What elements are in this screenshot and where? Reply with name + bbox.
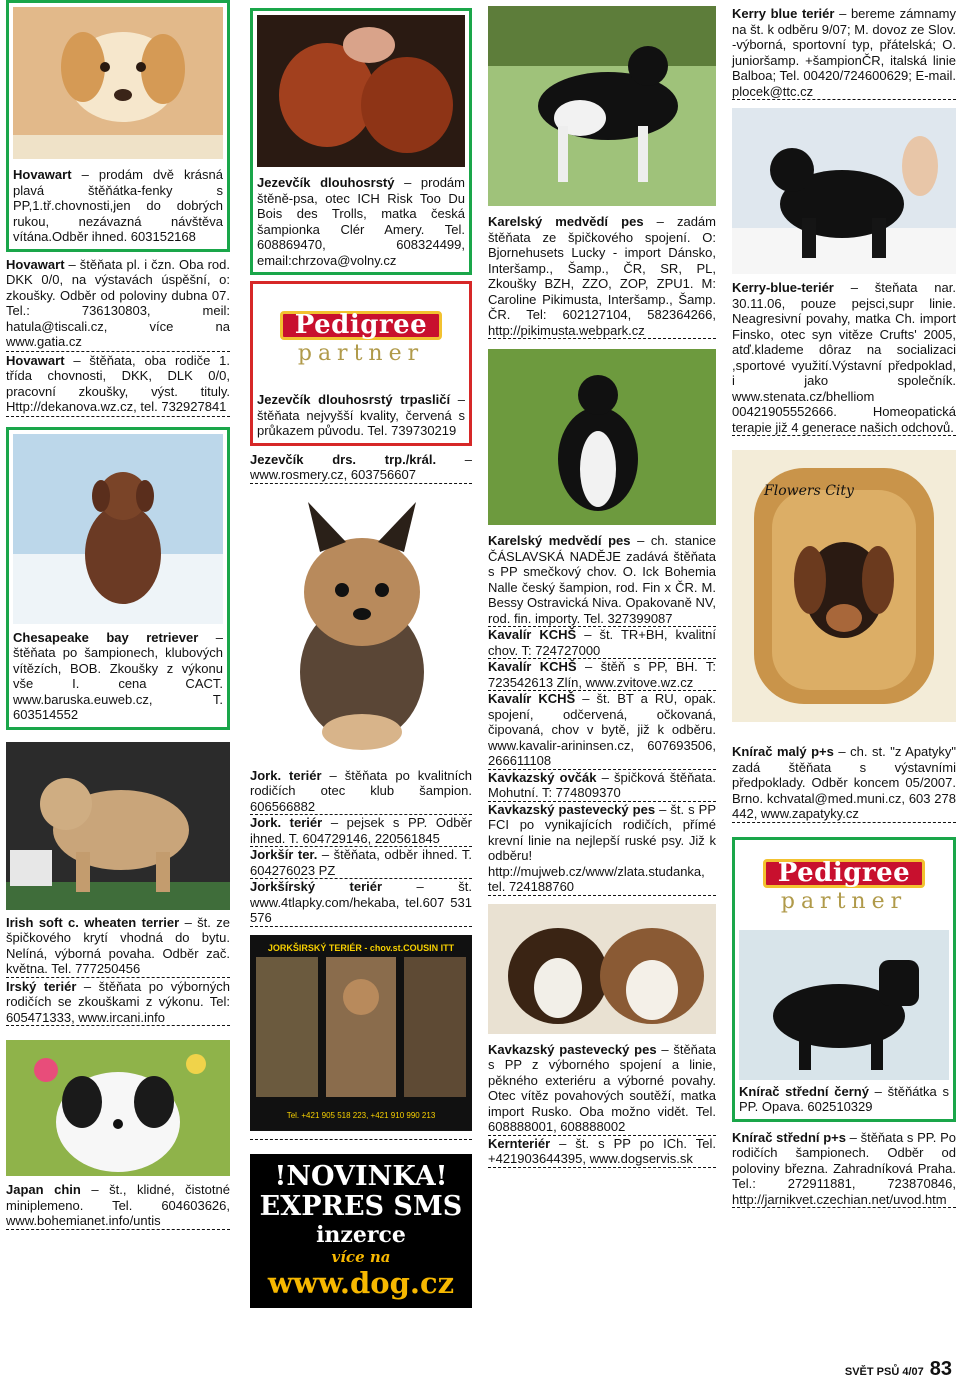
japan-chin-photo [6, 1040, 230, 1176]
cavalier-chair-photo [732, 450, 956, 722]
ad-box-pedigree-jezevcik [250, 281, 472, 446]
ad-kavalir-1: Kavalír KCHŠ – št. TR+BH, kvalitní chov. T: 724727000 [488, 627, 716, 658]
magazine-name: SVĚT PSŮ 4/07 [844, 1366, 924, 1378]
ad-kernterier: Kernteriér – št. s PP po ICh. Tel. +421903644395, www.dogservis.sk [488, 1135, 716, 1166]
column-1 [6, 0, 230, 1230]
column-3 [488, 0, 716, 1168]
ad-kavkazsky-3: Kavkazský pastevecký pes – štěňata s PP z výborného spojení a linie, pěkného exteriéru a výborné povahy. Otec vítěz povahových soutěží, matka import Rusko. Oba možno vidět. Tel. 608888001, 608888002 [488, 1041, 716, 1134]
hovawart-puppy-photo [13, 7, 223, 159]
page-footer [844, 1358, 952, 1380]
karelian-bear-dog-photo-1 [488, 6, 716, 206]
ad-jork-4: Jorkšírský teriér – št. www.4tlapky.com/hekaba, tel.607 531 576 [250, 879, 472, 925]
kennel-banner-title: JORKŠIRSKÝ TERIÉR - chov.st.COUSIN ITT [267, 942, 455, 953]
ad-box-chesapeake [6, 427, 230, 730]
cavalier-photo-signature: Flowers City [764, 483, 854, 499]
ad-irsky-terier: Irský teriér – štěňata po výborných rodičích se zkouškami z výkonu. Tel: 605471333, www.ircani.info [6, 978, 230, 1025]
yorkshire-kennel-banner [250, 935, 472, 1131]
column-2 [250, 0, 472, 1308]
sms-title: EXPRES SMS [259, 1190, 463, 1222]
ad-hovawart-3: Hovawart – štěňata, oba rodiče 1. třída chovnosti, DKK, DLK 0/0, pracovní zkoušky, výst. tituly. Http://dekanova.wz.cz, tel. 732927841 [6, 352, 230, 414]
sms-more-at: více na [331, 1247, 391, 1266]
ad-jork-1: Jork. teriér – štěňata po kvalitních rodičích otec klub šampion. 606566882 [250, 767, 472, 814]
ad-jork-2: Jork. teriér – pejsek s PP. Odběr ihned. T. 604729146, 220561845 [250, 815, 473, 846]
ad-kavalir-2: Kavalír KCHŠ – štěň s PP, BH. T: 723542613 Zlín, www.zvitove.wz.cz [488, 659, 716, 690]
ad-jezevcik-1: Jezevčík dlouhosrstý – prodám štěně-psa, otec ICH Risk Too Du Bois des Trolls, matka česká šampionka Clér Amery. Tel. 608869470, 608324499, email:chrzova@volny.cz [257, 175, 465, 268]
pedigree-logo-2: Pedigree [763, 859, 925, 888]
ad-chesapeake: Chesapeake bay retriever – štěňata po šampionech, klubových vítězích, BOB. Zkoušky z výkonu vše I. cena CACT. www.baruska.euweb.cz, T. 603514552 [13, 629, 224, 722]
ad-jezevcik-2: Jezevčík dlouhosrstý trpasličí – štěňata nejvyšší kvality, červená s průkazem původu. Tel. 739730219 [257, 392, 465, 438]
ad-hovawart-2: Hovawart – štěňata pl. i čzn. Oba rod. DKK 0/0, na výstavách úspěšní, o: zkoušky. Odběr od poloviny dubna 07. Tel.: 736130803, meil: hatula@tiscali.cz, více na www.gatia.cz [6, 256, 230, 349]
sms-website[interactable]: www.dog.cz [267, 1265, 455, 1300]
pedigree-partner-text-2: partner [780, 888, 908, 914]
column-4 [732, 0, 956, 1208]
ad-karelsky-2: Karelský medvědí pes – ch. stanice ČÁSLAVSKÁ NADĚJE zadává štěňata s PP smečkový chov. O. Ick Bohemia Nalle český šampion, rod. Fin x ČR. M. Bessy Ostravická Niva. Opakovaně NV, rod. fin. importy. Tel. 327399087 [488, 533, 717, 626]
kerry-blue-terrier-photo [732, 108, 956, 274]
ad-japan-chin: Japan chin – št., klidné, čistotné miniplemeno. Tel. 604603626, www.bohemianet.info/untis [6, 1182, 230, 1228]
pedigree-partner-logo-2 [739, 844, 949, 924]
ad-irish-soft: Irish soft c. wheaten terrier – št. ze špičkového krytí vhodná do bytu. Nelíná, výborná povaha. Odběr zač. května. Tel. 777250456 [6, 914, 230, 976]
ad-karelsky-1: Karelský medvědí pes – zadám štěňata ze špičkového spojení. O: Bjornehusets Lucky - import Dánsko, Interšamp., Šamp., ČR, SR, PL, Zkoušky BZH, ZZO, ZOP, ZPU1. M: Caroline Pikimusta, Interšamp., Šamp. ČR. Tel: 602127104, 582364266, http://pikimusta.webpark.cz [488, 214, 716, 338]
karelian-bear-dog-photo-2 [488, 349, 716, 525]
ad-knirac-3: Knírač střední p+s – štěňata s PP. Po rodičích šampionech. Odběr od poloviny března. Zahradníková Praha. Tel.: 272911881, 723870846, http://jarnikvet.czechian.net/uvod.htm [732, 1129, 956, 1207]
express-sms-ad [250, 1154, 472, 1308]
dachshund-pair-photo [257, 15, 465, 167]
pedigree-partner-logo [257, 288, 465, 384]
ad-jezevcik-3: Jezevčík drs. trp./král. – www.rosmery.cz, 603756607 [250, 451, 473, 482]
page-number: 83 [929, 1358, 952, 1380]
schnauzer-photo [739, 930, 949, 1080]
ad-hovawart-1: Hovawart – prodám dvě krásná plavá štěňátka-fenky s PP,1.tř.chovnosti,jen do dobrých rukou, nezávazná návštěva vítána.Odběr ihned. 603152168 [13, 167, 223, 244]
yorkshire-puppy-photo [250, 492, 472, 762]
ad-knirac-1: Knírač malý p+s – ch. st. "z Apatyky" zadá štěňata s výstavními předpoklady. Odběr koncem 05/2007. Brno. kchvatal@med.muni.cz, 603 278 442, www.zapatyky.cz [732, 744, 957, 821]
caucasian-puppies-photo [488, 904, 716, 1034]
ad-kavalir-3: Kavalír KCHŠ – št. BT a RU, opak. spojení, odčervená, očkovaná, čipovaná, chov v bytě, již k odběru. www.kavalir-arininsen.cz, 607693506, 266611108 [488, 691, 717, 768]
wheaten-terrier-photo [6, 742, 230, 910]
ad-box-jezevcik [250, 8, 472, 275]
ad-kerry-2: Kerry-blue-teriér – šteňata nar. 30.11.06, pouze pejsci,supr linie. Neagresivní povahy, matka Ch. import Finsko, otec syn vitěze Crufts' 2005, atď.klademe dôraz na socializaci ,sportové využití.Výstavní předpoklad, i jako společník. www.stenata.cz/bhelliom 00421905552666. Homeopatická terapie již 4 generace našich odchovů. [732, 280, 956, 435]
sms-novinka: !NOVINKA! [274, 1160, 448, 1192]
ad-knirac-2: Knírač střední černý – štěňátka s PP. Opava. 602510329 [739, 1083, 949, 1114]
ad-box-knirac [732, 837, 956, 1122]
pedigree-logo: Pedigree [280, 311, 442, 340]
ad-kerry-1: Kerry blue teriér – bereme zámnamy na št. k odběru 9/07; M. dovoz ze Slov. -výborná, sportovní typ, přátelská; O. junioršamp. +šampionČR, italská linie Balboa; Tel. 00420/724600629; E-mail. plocek@ttc.cz [732, 6, 956, 99]
pedigree-partner-text: partner [297, 341, 425, 366]
chesapeake-puppy-photo [13, 434, 223, 624]
sms-inzerce: inzerce [316, 1221, 406, 1248]
ad-jork-3: Jorkšír ter. – štěňata, odběr ihned. T. 604276023 PZ [250, 847, 472, 878]
ad-kavkazsky-2: Kavkazský pastevecký pes – št. s PP FCI po vynikajících rodičích, přímé krevní linie na nejlepší ruské psy. Již k odběru! http://mujweb.cz/www/zlata.studanka, tel. 724188760 [488, 801, 716, 894]
kennel-banner-phone: Tel. +421 905 518 223, +421 910 990 213 [286, 1110, 436, 1120]
ad-box-hovawart [6, 0, 230, 252]
ad-kavkazsky-1: Kavkazský ovčák – špičková štěňata. Mohutní. T: 774809370 [488, 769, 716, 800]
